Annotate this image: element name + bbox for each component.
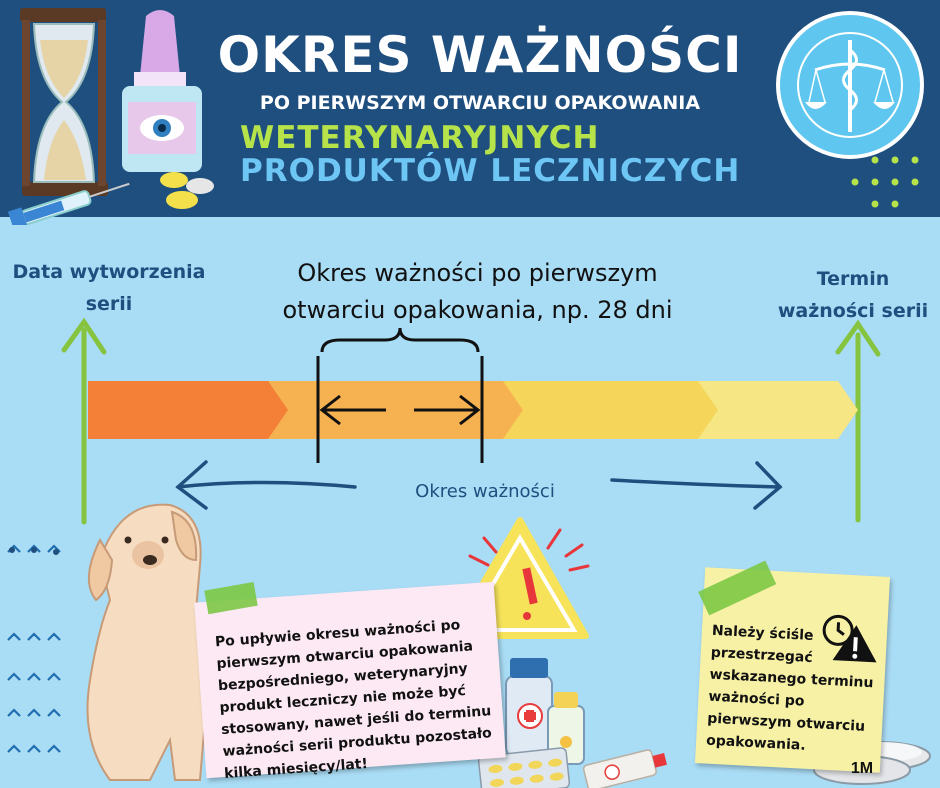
- bar-segment-4: [698, 381, 858, 439]
- medicine-bottles-icon: [506, 658, 584, 764]
- title-line-blue: PRODUKTÓW LECZNICZYCH: [240, 153, 741, 189]
- bar-segment-2: [268, 381, 525, 439]
- start-label: Data wytworzenia serii: [12, 261, 206, 315]
- end-label: Termin ważności serii: [777, 268, 929, 322]
- validity-arrow-right: [612, 480, 780, 487]
- warning-note-pink: [194, 582, 506, 782]
- title-line-green: WETERYNARYJNYCH: [240, 120, 600, 156]
- info-note-text: Należy ściśle przestrzegać wskazanego terminu ważności po pierwszym otwarciu opakowania.: [705, 622, 874, 754]
- bar-segment-3: [503, 381, 720, 439]
- page-title: OKRES WAŻNOŚCI: [217, 26, 743, 84]
- validity-label: Okres ważności: [415, 481, 555, 502]
- bar-segment-1: [88, 381, 290, 439]
- curly-brace: [322, 328, 478, 352]
- open-period-label: Okres ważności po pierwszym otwarciu opakowania, np. 28 dni: [282, 259, 673, 324]
- pill-dish-label: 1M: [850, 760, 874, 777]
- validity-arrow-left: [178, 483, 355, 488]
- info-note-yellow: [695, 567, 890, 772]
- decorative-zigzags: [8, 546, 60, 752]
- warning-note-text: Po upływie okresu ważności po pierwszym otwarciu opakowania bezpośredniego, weterynaryjny produkt leczniczy nie może być stosowany, nawet jeśli do terminu ważności serii produktu pozostało kilka miesięcy/lat!: [214, 617, 493, 782]
- dog-illustration: [88, 505, 211, 780]
- ointment-tube-icon: [583, 746, 669, 788]
- page-subtitle: PO PIERWSZYM OTWARCIU OPAKOWANIA: [259, 92, 701, 114]
